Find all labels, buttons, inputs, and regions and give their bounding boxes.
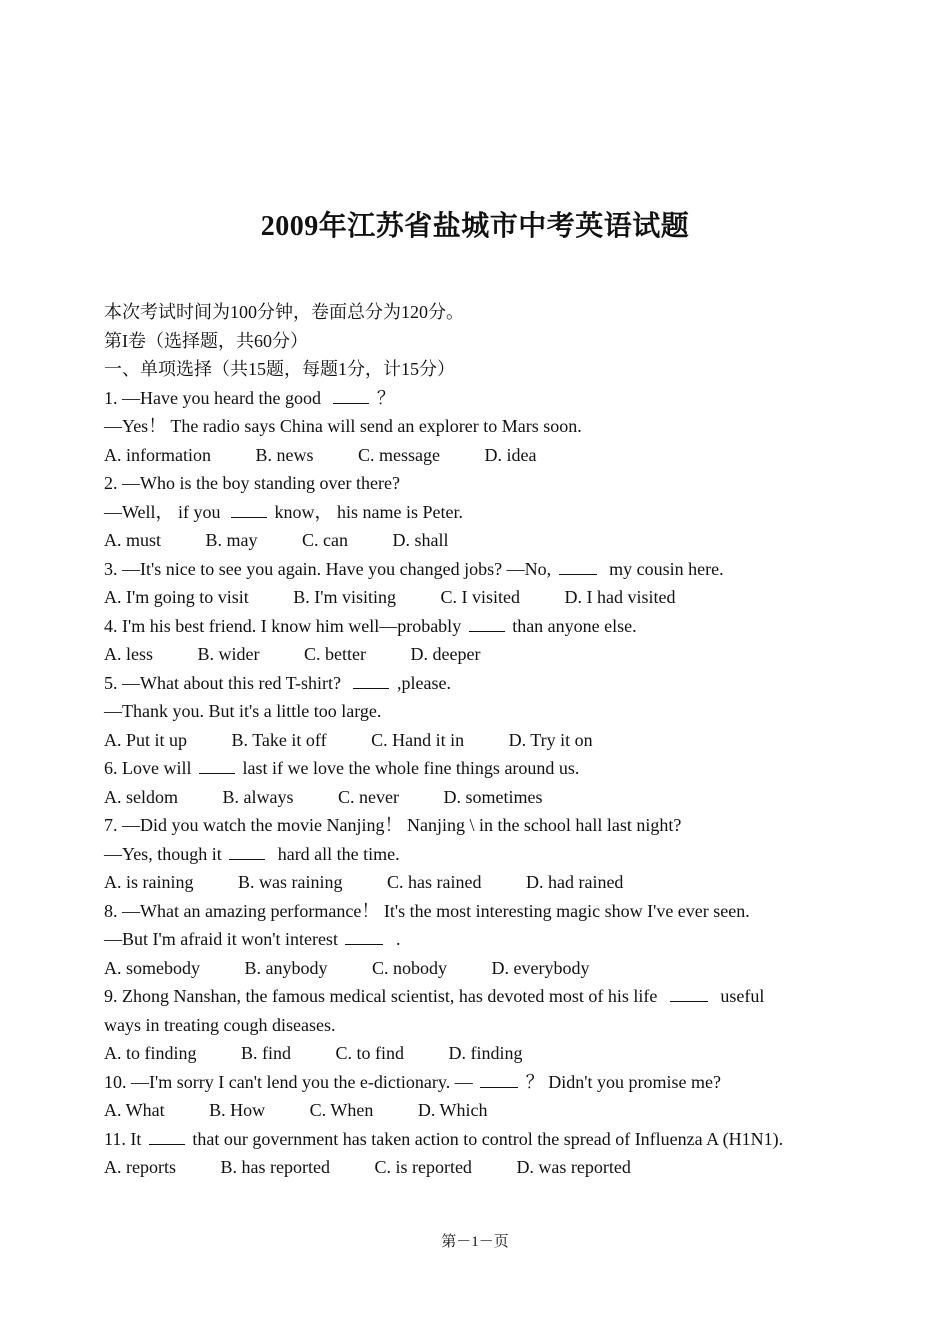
option-d: D. was reported bbox=[516, 1157, 631, 1177]
question-text: —But I'm afraid it won't interest bbox=[104, 929, 338, 949]
option-c: C. message bbox=[357, 444, 440, 465]
option-d: D. I had visited bbox=[564, 587, 676, 607]
question-7-options bbox=[104, 868, 864, 897]
question-8-options bbox=[104, 954, 864, 983]
question-10-options bbox=[104, 1096, 864, 1125]
question-4-options bbox=[104, 640, 864, 669]
option-b: B. Take it off bbox=[231, 729, 327, 750]
intro-part: 第I卷（选择题，共60分） bbox=[104, 330, 308, 351]
option-d: D. finding bbox=[448, 1043, 523, 1063]
question-4-stem bbox=[104, 612, 864, 641]
option-d: D. Which bbox=[417, 1100, 488, 1120]
question-8-stem: 8. —What an amazing performance！ It's the most interesting magic show I've ever seen. bbox=[104, 900, 750, 921]
question-2-reply bbox=[104, 498, 864, 527]
question-2-options bbox=[104, 526, 864, 555]
option-c: C. better bbox=[304, 644, 366, 664]
question-text: 1. —Have you heard the good bbox=[104, 387, 321, 408]
question-text: last if we love the whole fine things around us. bbox=[242, 758, 580, 778]
option-a: A. somebody bbox=[104, 957, 200, 978]
option-a: A. What bbox=[104, 1100, 165, 1120]
answer-blank bbox=[353, 672, 389, 689]
question-text: that our government has taken action to control the spread of Influenza A (H1N1). bbox=[192, 1128, 784, 1149]
option-c: C. I visited bbox=[440, 587, 521, 607]
option-d: D. everybody bbox=[491, 957, 590, 978]
answer-blank bbox=[480, 1071, 518, 1088]
option-d: D. had rained bbox=[525, 872, 624, 892]
question-7-reply bbox=[104, 840, 864, 869]
question-text: —Well， if you bbox=[104, 501, 221, 522]
question-6-options bbox=[104, 783, 864, 812]
option-b: B. I'm visiting bbox=[293, 587, 397, 607]
question-text: ,please. bbox=[396, 672, 451, 693]
question-text: 3. —It's nice to see you again. Have you changed jobs? —No, bbox=[104, 558, 552, 579]
question-text: than anyone else. bbox=[512, 615, 637, 636]
question-text: 6. Love will bbox=[104, 758, 192, 778]
option-c: C. never bbox=[338, 786, 399, 807]
question-text: my cousin here. bbox=[609, 558, 724, 579]
answer-blank bbox=[333, 387, 369, 404]
question-9-continuation: ways in treating cough diseases. bbox=[104, 1014, 336, 1035]
option-b: B. anybody bbox=[244, 957, 328, 978]
answer-blank bbox=[199, 757, 235, 774]
question-10-stem bbox=[104, 1068, 864, 1097]
option-a: A. less bbox=[104, 644, 153, 664]
option-c: C. Hand it in bbox=[371, 729, 465, 750]
question-2-stem: 2. —Who is the boy standing over there? bbox=[104, 473, 400, 493]
intro-time: 本次考试时间为100分钟，卷面总分为120分。 bbox=[104, 302, 464, 322]
question-text: know， his name is Peter. bbox=[274, 501, 464, 522]
option-a: A. seldom bbox=[104, 786, 178, 807]
option-b: B. find bbox=[241, 1043, 292, 1063]
question-text: 10. —I'm sorry I can't lend you the e-dictionary. — bbox=[104, 1071, 473, 1092]
question-11-options bbox=[104, 1153, 864, 1182]
option-c: C. to find bbox=[335, 1043, 405, 1063]
answer-blank bbox=[670, 985, 708, 1002]
option-b: B. was raining bbox=[238, 872, 343, 892]
question-1-reply: —Yes！ The radio says China will send an explorer to Mars soon. bbox=[104, 416, 582, 436]
option-a: A. is raining bbox=[104, 872, 194, 892]
question-text: useful bbox=[720, 986, 765, 1006]
question-6-stem bbox=[104, 754, 864, 783]
option-b: B. How bbox=[209, 1100, 266, 1120]
question-1-stem bbox=[104, 384, 864, 413]
question-3-options bbox=[104, 583, 864, 612]
question-text: 11. It bbox=[104, 1128, 142, 1149]
question-9-options bbox=[104, 1039, 864, 1068]
question-text: ？ Didn't you promise me? bbox=[525, 1071, 721, 1092]
answer-blank bbox=[559, 558, 597, 575]
question-5-stem bbox=[104, 669, 864, 698]
question-text: ？ bbox=[376, 387, 395, 408]
question-text: 9. Zhong Nanshan, the famous medical scientist, has devoted most of his life bbox=[104, 986, 658, 1006]
question-text: hard all the time. bbox=[277, 843, 400, 864]
question-text: . bbox=[395, 929, 401, 949]
answer-blank bbox=[229, 843, 265, 860]
question-9-stem bbox=[104, 982, 864, 1011]
option-d: D. Try it on bbox=[508, 729, 593, 750]
option-a: A. reports bbox=[104, 1157, 176, 1177]
option-c: C. can bbox=[302, 530, 348, 550]
option-c: C. is reported bbox=[374, 1157, 472, 1177]
answer-blank bbox=[345, 928, 383, 945]
option-a: A. Put it up bbox=[104, 729, 188, 750]
option-c: C. When bbox=[309, 1100, 374, 1120]
option-a: A. to finding bbox=[104, 1043, 197, 1063]
question-5-reply: —Thank you. But it's a little too large. bbox=[104, 701, 382, 721]
option-d: D. shall bbox=[392, 530, 449, 550]
question-11-stem bbox=[104, 1125, 864, 1154]
answer-blank bbox=[469, 615, 505, 632]
option-b: B. always bbox=[222, 786, 294, 807]
answer-blank bbox=[149, 1128, 185, 1145]
question-text: 5. —What about this red T-shirt? bbox=[104, 672, 341, 693]
option-a: A. must bbox=[104, 530, 162, 550]
question-5-options bbox=[104, 726, 864, 755]
question-7-stem: 7. —Did you watch the movie Nanjing！ Nanjing \ in the school hall last night? bbox=[104, 815, 682, 835]
option-b: B. wider bbox=[197, 644, 260, 664]
question-1-options bbox=[104, 441, 864, 470]
option-d: D. idea bbox=[484, 444, 537, 465]
question-8-reply bbox=[104, 925, 864, 954]
exam-body bbox=[104, 298, 864, 1182]
page-title: 2009年江苏省盐城市中考英语试题 bbox=[260, 211, 690, 242]
answer-blank bbox=[231, 501, 267, 518]
question-text: —Yes, though it bbox=[104, 843, 222, 864]
question-text: 4. I'm his best friend. I know him well—probably bbox=[104, 615, 462, 636]
option-c: C. nobody bbox=[372, 957, 448, 978]
option-a: A. I'm going to visit bbox=[104, 587, 249, 607]
option-b: B. may bbox=[205, 530, 258, 550]
question-3-stem bbox=[104, 555, 864, 584]
option-d: D. sometimes bbox=[443, 786, 543, 807]
page-number: 第－1－页 bbox=[441, 1234, 509, 1250]
option-d: D. deeper bbox=[410, 644, 481, 664]
option-b: B. has reported bbox=[220, 1157, 330, 1177]
option-a: A. information bbox=[104, 444, 211, 465]
option-b: B. news bbox=[255, 444, 314, 465]
intro-section: 一、单项选择（共15题，每题1分，计15分） bbox=[104, 359, 455, 379]
option-c: C. has rained bbox=[386, 872, 482, 892]
